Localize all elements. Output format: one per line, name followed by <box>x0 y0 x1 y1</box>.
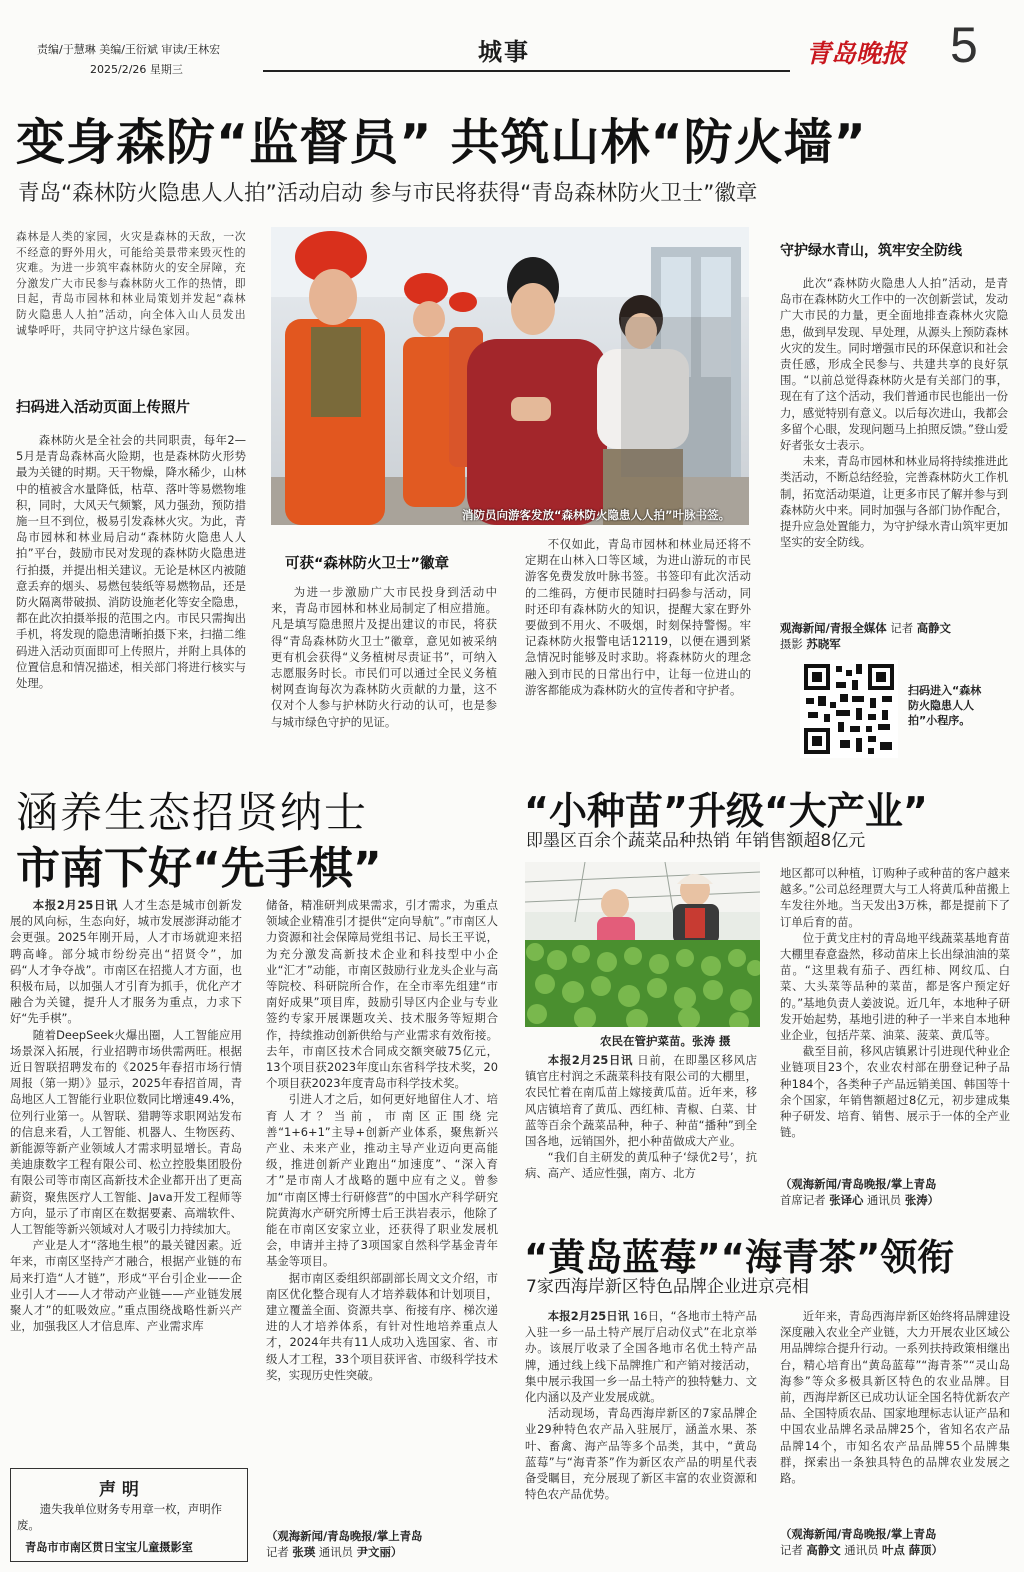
section-title: 城事 <box>478 38 530 66</box>
article4-dateline: 本报2月25日讯 <box>547 1309 630 1323</box>
article3-byline-reporter: 张译心 <box>829 1193 864 1207</box>
article4-byline-reporter-label: 记者 <box>780 1543 803 1557</box>
article1-byline-photographer: 苏晓军 <box>806 637 841 651</box>
page-number: 5 <box>950 17 978 73</box>
article1-column-3: 不仅如此，青岛市园林和林业局还将不定期在山林入口等区域，为进山游玩的市民游客免费发放叶脉书签。书签印有此次活动的二维码，方便市民随时扫码参与活动，同时还印有森林防火的知识，提醒大家在野外要做到不用火、不吸烟，时刻保持警惕。牢记森林防火报警电话12119，以便在遇到紧急情况时能够及时求助。将森林防火的理念融入到市民的日常出行中，让每一位进山的游客都能成为森林防火的宣传者和守护者。 <box>525 537 751 697</box>
article3-byline-correspondent: 张涛） <box>904 1193 940 1207</box>
article3-subtitle: 即墨区百余个蔬菜品种热销 年销售额超8亿元 <box>526 831 866 851</box>
article1-qr-code[interactable] <box>800 660 898 758</box>
article1-subhead-2: 可获“森林防火卫士”徽章 <box>285 556 450 572</box>
article2-byline-correspondent: 尹文丽） <box>356 1545 403 1559</box>
article4-subtitle: 7家西海岸新区特色品牌企业进京亮相 <box>526 1277 809 1297</box>
article2-column-1: 本报2月25日讯 人才生态是城市创新发展的风向标，生态向好，城市发展澎湃动能才会更强。2025年刚开局，人才市场就迎来招聘高峰。部分城市纷纷亮出“招贤令”，加码“人才争夺战”。市南区在招揽人才方面，也积极布局，以加强人才引育为抓手，优化产才融合为关键，提升人才服务为重点，力求下好“先手棋”。 随着DeepSeek火爆出圈，人工智能应用场景深入拓展，行业招聘市场供需两旺。根据近日智联招聘发布的《2025年春招市场行情周报（第一期）》显示，2025年春招首周，青岛地区人工智能行业职位数同比增速49.4%，位列行业第一。从智联、猎聘等求职网站发布的信息来看，人工智能、机器人、生物医药、新能源等新产业领域人才需求明显增长。青岛美迪康数字工程有限公司、松立控股集团股份有限公司等市南区高新技术企业都开出了更高薪资，聚焦医疗人工智能、Java开发工程师等方向，显示了市南区在数据要素、高端软件、人工智能等新兴领域对人才吸引力持续加大。 产业是人才“落地生根”的最关键因素。近年来，市南区坚持产才融合，根据产业链的布局来打造“人才链”，形成“平台引企业——企业引人才——人才带动产业链——产业链发展聚人才”的虹吸效应。”重点围绕战略性新兴产业，加强我区人才信息库、产业需求库 <box>10 898 242 1334</box>
qr-code-icon <box>800 660 898 758</box>
article1-intro: 森林是人类的家园，火灾是森林的天敌，一次不经意的野外用火，可能给美景带来毁灭性的灾难。为进一步筑牢森林防火的安全屏障，充分激发广大市民参与森林防火工作的热情，即日起，青岛市园林和林业局策划并发起“森林防火隐患人人拍”活动，向全体入山人员发出诚挚呼吁，共同守护这片绿色家园。 <box>16 230 246 337</box>
article2-byline-corr-label: 通讯员 <box>318 1545 354 1559</box>
editor-credits: 责编/于慧琳 美编/王衍斌 审读/王林宏 <box>37 43 221 56</box>
article2-column-2: 储备，精准研判成果需求，引才需求，为重点领域企业精准引才提供“定向导航”。”市南区人力资源和社会保障局党组书记、局长王平说，为充分激发高新技术企业和科技型中小企业“汇才”动能，市南区鼓励行业龙头企业与高等院校、科研院所合作，在全市率先组建“市南好成果”项目库，鼓励引导区内企业与专业签约专家开展课题攻关、技术服务等短期合作，持续推动创新供给与产业需求有效衔接。去年，市南区技术合同成交额突破75亿元，13个项目获2023年度山东省科学技术奖，20个项目获2023年度青岛市科学技术奖。 引进人才之后，如何更好地留住人才、培育人才？当前，市南区正围绕完善“1+6+1”主导+创新产业体系，聚焦新兴产业、未来产业，推动主导产业迈向更高能级，推进创新产业跑出“加速度”、“深入育才”是市南人才战略的题中应有之义。曾参加“市南区博士行研修营”的中国水产科学研究院黄海水产研究所博士后王洪岩表示，他除了能在市南区安家立业，还获得了职业发展机会，申请并主持了3项国家自然科学基金青年基金等项目。 据市南区委组织部副部长周文文介绍，市南区优化整合现有人才培养载体和计划项目，建立覆盖全面、资源共享、衔接有序、梯次递进的人才培养体系，有针对性地培养重点人才，2024年共有11人成功入选国家、省、市级人才工程，33个项目获评省、市级科学技术奖，实现历史性突破。 <box>266 898 498 1382</box>
firefighters-photo-illustration <box>271 227 749 525</box>
article1-byline-reporter: 高静文 <box>916 621 951 635</box>
article1-photo-caption: 消防员向游客发放“森林防火隐患人人拍”叶脉书签。 <box>462 508 731 522</box>
article4-byline <box>780 1526 1016 1558</box>
article2-byline-reporter: 张瑛 <box>292 1545 316 1559</box>
article3-column-1: 本报2月25日讯 日前，在即墨区移风店镇官庄村润之禾蔬菜科技有限公司的大棚里，农民忙着在南瓜苗上嫁接黄瓜苗。近年来，移风店镇培育了黄瓜、西红柿、青椒、白菜、甘蓝等百余个蔬菜品种，种子、种苗“播种”到全国各地，远销国外，把小种苗做成大产业。 “我们自主研发的黄瓜种子‘绿优2号’，抗病、高产、适应性强，南方、北方 <box>525 1053 757 1181</box>
article1-byline-photo-label: 摄影 <box>780 637 803 651</box>
header-rule <box>263 70 790 72</box>
article1-column-1: 森林防火是全社会的共同职责，每年2—5月是青岛森林高火险期，也是森林防火形势最为关键的时期。天干物燥，降水稀少，山林中的植被含水量降低，枯草、落叶等易燃物堆积，同时，大风天气频繁，风力强劲，预防措施一旦不到位，极易引发森林火灾。为此，青岛市园林和林业局启动“森林防火隐患人人拍”平台，鼓励市民对发现的森林防火隐患进行拍摄，并提出相关建议。无论是林区内被随意丢弃的烟头、易燃包装纸等易燃物品，还是防火隔离带破损、消防设施老化等安全隐患，都在此次拍摄举报的范围之内。市民只需掏出手机，将发现的隐患清晰拍摄下来，扫描二维码进入活动页面即可上传照片，并附上具体的位置信息和情况描述，相关部门将进行核实与处理。 <box>16 433 246 691</box>
article3-byline-title-label: 首席记者 <box>780 1193 826 1207</box>
article1-column-4: 此次“森林防火隐患人人拍”活动，是青岛市在森林防火工作中的一次创新尝试，发动广大市民的力量，更全面地排查森林火灾隐患，做到早发现、早处理，从源头上预防森林火灾的发生。同时增强市民的环保意识和社会责任感，形成全民参与、共建共享的良好氛围。“以前总觉得森林防火是有关部门的事，现在有了这个活动，我们普通市民也能出一份力，感觉特别有意义。以后每次进山，我都会多留个心眼，发现问题马上拍照反馈。”登山爱好者张女士表示。 未来，青岛市园林和林业局将持续推进此类活动，不断总结经验，完善森林防火工作机制，拓宽活动渠道，让更多市民了解并参与到森林防火中来。同时加强与各部门协作配合，提升应急处置能力，为守护绿水青山筑牢更加坚实的安全防线。 <box>780 276 1008 550</box>
notice-signature: 青岛市市南区贯日宝宝儿童摄影室 <box>25 1541 193 1554</box>
paper-logo: 青岛晚报 <box>806 39 907 68</box>
article1-qr-caption: 扫码进入“森林防火隐患人人拍”小程序。 <box>908 684 982 727</box>
article3-photo-caption: 农民在管护菜苗。张涛 摄 <box>600 1034 731 1048</box>
article3-byline-corr-label: 通讯员 <box>867 1193 902 1207</box>
article4-column-2: 近年来，青岛西海岸新区始终将品牌建设深度融入农业全产业链，大力开展农业区域公用品牌综合提升行动。一系列扶持政策相继出台，精心培育出“黄岛蓝莓”“海青茶”“灵山岛海参”等众多极具新区特色的农业品牌。目前，西海岸新区已成功认证全国名特优新农产品、全国特质农品、国家地理标志认证产品和中国农业品牌名录品牌25个，省知名农产品品牌14个，市知名农产品品牌55个品牌集群，探索出一条独具特色的品牌农业发展之路。 <box>780 1309 1010 1486</box>
article2-byline-outlet: （观海新闻/青岛晚报/掌上青岛 <box>266 1529 423 1543</box>
notice-title: 声 明 <box>99 1480 139 1500</box>
article4-title: “黄岛蓝莓”“海青茶”领衔 <box>524 1236 955 1279</box>
article3-photo <box>525 862 760 1027</box>
article1-byline <box>780 620 1010 652</box>
article2-title-line2: 市南下好“先手棋” <box>16 843 382 894</box>
article4-byline-outlet: （观海新闻/青岛晚报/掌上青岛 <box>780 1527 937 1541</box>
article3-dateline: 本报2月25日讯 <box>547 1053 634 1067</box>
article1-title: 变身森防“监督员” 共筑山林“防火墙” <box>16 114 867 171</box>
article2-dateline: 本报2月25日讯 <box>32 898 119 912</box>
article4-byline-corr-label: 通讯员 <box>844 1543 879 1557</box>
notice-box <box>10 1468 248 1562</box>
article1-column-2: 为进一步激励广大市民投身到活动中来，青岛市园林和林业局制定了相应措施。凡是填写隐患照片及提出建议的市民，将获得“青岛森林防火卫士”徽章，意见如被采纳更有机会获得“义务植树尽责证书”，可纳入志愿服务时长。市民们可以通过全民义务植树网查询每次为森林防火贡献的力量，这不仅对个人参与护林防火行动的认可，也是参与城市绿色守护的见证。 <box>271 585 497 729</box>
article2-title-line1: 涵养生态招贤纳士 <box>16 788 369 837</box>
article2-byline <box>266 1528 506 1560</box>
notice-body: 遗失我单位财务专用章一枚，声明作废。 <box>17 1502 223 1532</box>
article4-byline-correspondent: 叶点 薛顶） <box>882 1543 943 1557</box>
article1-subhead-3: 守护绿水青山，筑牢安全防线 <box>780 243 962 259</box>
article1-photo <box>271 227 749 525</box>
seedling-greenhouse-illustration <box>525 862 760 1027</box>
article3-byline <box>780 1176 1016 1208</box>
issue-date: 2025/2/26 星期三 <box>90 63 183 76</box>
article1-subhead-1: 扫码进入活动页面上传照片 <box>16 400 190 416</box>
article3-byline-outlet: （观海新闻/青岛晚报/掌上青岛 <box>780 1177 937 1191</box>
article3-title: “小种苗”升级“大产业” <box>524 789 928 833</box>
article3-column-2: 地区都可以种植，订购种子或种苗的客户越来越多。”公司总经理贾大与工人将黄瓜种苗搬上车发往外地。当天发出3万株，都是提前下了订单后育的苗。 位于黄戈庄村的青岛地平线蔬菜基地育苗大棚里春意盎然，移动苗床上长出绿油油的菜苗。“这里栽有茄子、西红柿、网纹瓜、白菜、大头菜等品种的菜苗，都是客户预定好的。”基地负责人姜波说。近几年，本地种子研发开始起势，基地引进的种子一半来自本地种业企业，包括芹菜、油菜、菠菜、黄瓜等。 截至目前，移风店镇累计引进现代种业企业链项目23个，农业农村部在册登记种子品种184个，各类种子产品远销美国、韩国等十余个国家，年销售额超过8亿元，初步建成集种子研发、培育、销售、展示于一体的全产业链。 <box>780 866 1010 1140</box>
article2-byline-reporter-label: 记者 <box>266 1545 289 1559</box>
article1-subtitle: 青岛“森林防火隐患人人拍”活动启动 参与市民将获得“青岛森林防火卫士”徽章 <box>18 181 758 206</box>
article4-byline-reporter: 高静文 <box>806 1543 841 1557</box>
article1-byline-reporter-label: 记者 <box>890 621 914 635</box>
article4-column-1: 本报2月25日讯 16日，“各地市土特产品入驻一乡一品土特产展厅启动仪式”在北京举办。该展厅收录了全国各地市名优土特产品牌，通过线上线下品牌推广和产销对接活动，集中展示我国一乡一品土特产的独特魅力、文化内涵以及产业发展成就。 活动现场，青岛西海岸新区的7家品牌企业29种特色农产品入驻展厅，涵盖水果、茶叶、畜禽、海产品等多个品类，其中，“黄岛蓝莓”与“海青茶”作为新区农产品的明星代表备受瞩目，充分展现了新区丰富的农业资源和特色农产品优势。 <box>525 1309 757 1502</box>
article1-byline-outlet: 观海新闻/青报全媒体 <box>780 621 887 635</box>
